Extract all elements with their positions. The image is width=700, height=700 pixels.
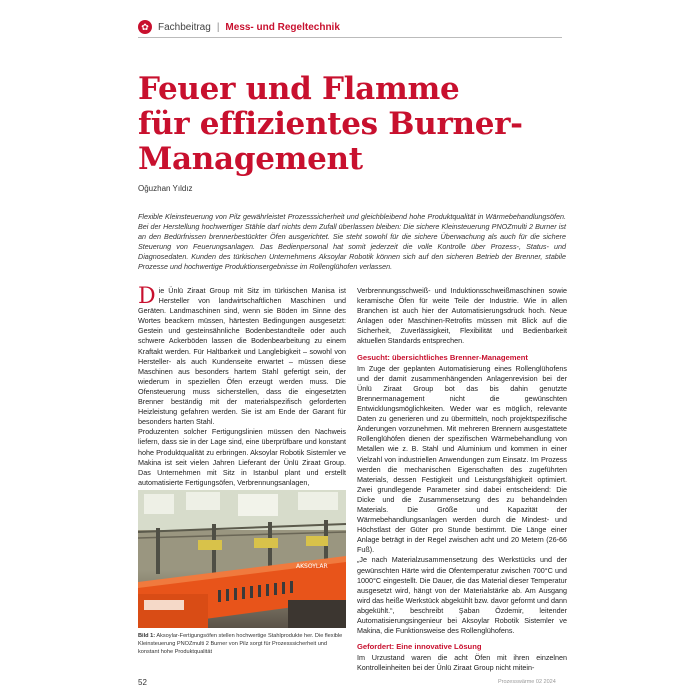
page-number: 52	[138, 678, 147, 687]
image-caption	[138, 632, 346, 656]
author-name: Oğuzhan Yıldız	[138, 184, 193, 193]
header-separator: |	[216, 21, 220, 33]
subheading-1: Gesucht: übersichtliches Brenner-Management	[357, 352, 528, 362]
left-paragraph-2: Produzenten solcher Fertigungslinien müssen den Nachweis liefern, dass sie in der Lage sind, eine überprüfbare und konstant hohe Produktqualität zu erbringen. Aksoylar Robotik Sistemler ve Makina ist seit vielen Jahren Lieferant der Ünlü Ziraat Group. Das Unternehmen mit Sitz in Istanbul plant und erstellt automatisierte Fertigungsöfen, Verbrennungsanlagen,	[138, 427, 346, 487]
machine-label: AKSOYLAR	[296, 563, 328, 570]
right-paragraph-2: Im Zuge der geplanten Automatisierung eines Rollenglühofens und der damit zusammenhängenden Anlagenrevision bei der Ünlü Ziraat Group bot das bis dahin genutzte Brennermanagement nicht die gewünschten Entwicklungsmöglichkeiten. Weder war es möglich, relevante Daten zu generieren und zu übermitteln, noch projektspezifische Änderungen vorzunehmen. Mit mehreren Brennern ausgestattete Rollenglühöfen dienen der spezifischen Wärmebehandlung von Metallen wie z. B. Stahl und Aluminium und kommen in einer Vielzahl von industriellen Anwendungen zum Einsatz. Im Prozess werden die mechanischen Eigenschaften des zugeführten Materials, dessen Festigkeit und Leistungsfähigkeit optimiert. Zwei grundlegende Parameter sind dabei entscheidend: Die Dicke und die Zusammensetzung des zu behandelnden Materials. Die Größe und Kapazität der Wärmebehandlungsanlagen werden durch die Mindest- und Höchstlast der Güter pro Stunde bestimmt. Die Länge einer Anlage beträgt in der Regel zwischen acht und 20 Metern (26-66 Fuß).	[357, 363, 567, 555]
lead-paragraph: Flexible Kleinsteuerung von Pilz gewährleistet Prozesssicherheit und gleichbleibend hohe Produktqualität in Wärmebehandlungsöfen. Bei der Herstellung hochwertiger Stähle darf nichts dem Zufall überlassen bleiben: Die sichere Kleinsteuerung PNOZmulti 2 Burner ist an den Bedürfnissen brennerbestückter Öfen ausgerichtet. Sie steht sowohl für die sichere Überwachung als auch für die sichere Steuerung von Feuerungsanlagen. Das Bedienpersonal hat somit jederzeit die volle Kontrolle über Prozess-, Status- und Diagnosedaten. Kunden des türkischen Unternehmens Aksoylar Robotik können sich auf den sicheren Betrieb der Brenner, stabile Prozesse und hochwertige Produktionsergebnisse im Rollenglühofen verlassen.	[138, 212, 566, 272]
right-paragraph-1: Verbrennungsschweiß- und Induktionsschweißmaschinen sowie keramische Öfen für weite Teile der Industrie. Wie in allen Branchen ist auch hier der Automatisierungsdruck hoch. Neue Anlagen oder Maschinen-Retrofits müssen mit Blick auf die Sicherheit, Zuverlässigkeit, Flexibilität und Bedienbarkeit aktuellen Standards entsprechen.	[357, 286, 567, 346]
right-paragraph-3: „Je nach Materialzusammensetzung des Werkstücks und der gewünschten Härte wird die Ofentemperatur zwischen 700°C und 1000°C eingestellt. Die Dauer, die das Material dieser Temperatur ausgesetzt wird, hängt von der Materialstärke ab. Am Ausgang wird das heiße Werkstück abgekühlt bzw. davor geformt und dann abgekühlt.“, beschreibt Şaban Özdemir, leitender Automatisierungsingenieur bei Aksoylar Robotik Sistemler ve Makina, die Funktionsweise des Rollenglühofens.	[357, 555, 568, 636]
left-paragraph-1-text: ie Ünlü Ziraat Group mit Sitz im türkischen Manisa ist Hersteller von landwirtschaftlichen Maschinen und Geräten. Landmaschinen sind, wenn sie Böden im Sinne des Wortes beackern müssen, härtesten Bedingungen ausgesetzt: Gestein und gesteinsähnliche Bodenbestandteile oder auch schwere Ackerböden lassen die Bodenbearbeitung zu einem Kraftakt werden. Für Haltbarkeit und Langlebigkeit – sowohl von Hersteller- als auch Kundenseite erwartet – müssen diese Maschinen aus besonders hartem Stahl gefertigt sein, der wiederum in speziellen Öfen erzeugt werden muss. Die Ofensteuerung muss sicherstellen, dass die eingesetzten Brenner beständig mit der materialspezifisch geforderten Heizleistung gefahren werden. Sie ist am Ende der Garant für besonders harten Stahl.	[138, 286, 346, 427]
flame-icon: ✿	[138, 20, 152, 34]
header-divider	[138, 37, 562, 38]
caption-label: Bild 1:	[138, 633, 156, 639]
drop-cap: D	[138, 284, 156, 309]
article-header	[138, 20, 340, 34]
furnace-photo	[138, 490, 346, 628]
title-line-3: Management	[138, 141, 363, 177]
left-paragraph-1	[138, 286, 346, 427]
article-title	[138, 72, 568, 177]
left-column	[138, 286, 346, 488]
subheading-2: Gefordert: Eine innovative Lösung	[357, 642, 482, 652]
header-subcategory: Mess- und Regeltechnik	[225, 21, 340, 33]
right-column	[357, 286, 567, 673]
header-category: Fachbeitrag	[158, 21, 211, 33]
title-line-2: für effizientes Burner-	[138, 106, 523, 142]
furnace-illustration	[138, 490, 346, 628]
title-line-1: Feuer und Flamme	[138, 71, 460, 107]
right-paragraph-4: Im Urzustand waren die acht Öfen mit ihren einzelnen Kontrolleinheiten bei der Ünlü Ziraat Group nicht mitein-	[357, 653, 567, 673]
caption-text: Aksoylar-Fertigungsöfen stellen hochwertige Stahlprodukte her. Die flexible Kleinsteuerung PNOZmulti 2 Burner von Pilz sorgt für Prozesssicherheit und konstant hohe Produktqualität	[138, 633, 343, 655]
issue-info: Prozesswärme 02 2024	[498, 679, 556, 685]
